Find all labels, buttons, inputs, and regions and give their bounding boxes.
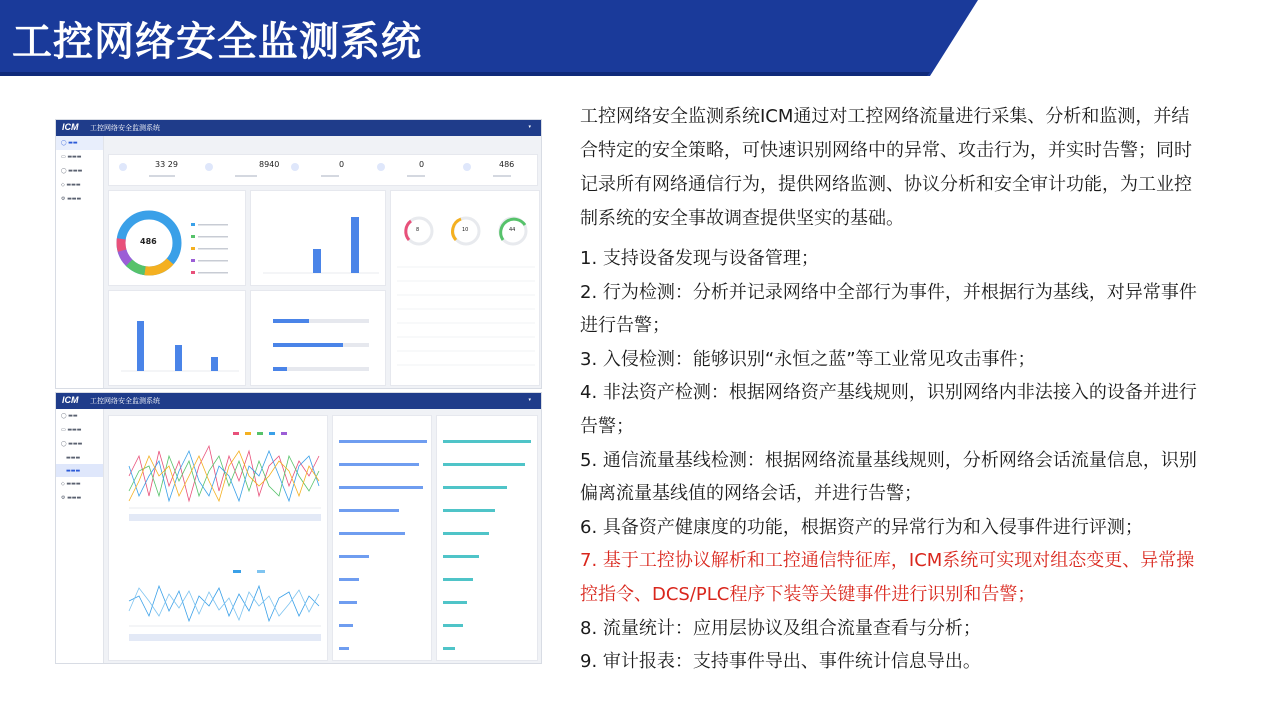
sidebar-sub-item-1: ▬▬▬: [66, 455, 81, 461]
app-name: 工控网络安全监测系统: [90, 124, 160, 132]
sidebar-item-overview-2: ◯ ▬▬: [61, 413, 78, 419]
app-sidebar-2: [56, 409, 104, 663]
feature-item-3: 3. 入侵检测：能够识别“永恒之蓝”等工业常见攻击事件；: [580, 348, 1036, 370]
feature-item-5: 5. 通信流量基线检测：根据网络流量基线规则，分析网络会话流量信息，识别偏离流量基线值的网络会话，并进行告警；: [580, 449, 1197, 505]
gauge-value-3: 44: [509, 227, 516, 233]
description-column: [580, 100, 1205, 679]
page-title: 工控网络安全监测系统: [12, 19, 422, 65]
stats-row: [108, 154, 538, 186]
user-menu-2: ▾: [528, 397, 531, 403]
feature-item-9: 9. 审计报表：支持事件导出、事件统计信息导出。: [580, 651, 981, 673]
traffic-line-charts: [109, 416, 329, 662]
feature-item-4: 4. 非法资产检测：根据网络资产基线规则，识别网络内非法接入的设备并进行告警；: [580, 382, 1197, 437]
feature-item-1: 1. 支持设备发现与设备管理；: [580, 248, 819, 269]
app-header-bar-2: [56, 393, 541, 409]
feature-item-6: 6. 具备资产健康度的功能，根据资产的异常行为和入侵事件进行评测；: [580, 516, 1143, 538]
gauge-value-1: 8: [416, 227, 420, 233]
donut-chart: [109, 191, 247, 287]
top10-card-2: [436, 415, 538, 661]
app-logo-2: ICM: [62, 395, 79, 405]
feature-item-7: 7. 基于工控协议解析和工控通信特征库，ICM系统可实现对组态变更、异常操控指令、DCS/PLC程序下装等关键事件进行识别和告警；: [580, 550, 1195, 605]
traffic-card: [250, 290, 386, 386]
sidebar-item-overview: ◯ ▬▬: [56, 136, 103, 150]
traffic-screenshot: [55, 392, 542, 664]
stat-devices: 33 29: [155, 160, 178, 169]
feature-item-2: 2. 行为检测：分析并记录网络中全部行为事件，并根据行为基线，对异常事件进行告警；: [580, 281, 1197, 337]
app-sidebar: [56, 136, 104, 388]
sidebar-item-assets-2: ▭ ▬▬▬: [61, 427, 82, 433]
behavior-bar-card: [250, 190, 386, 286]
user-menu: ▾: [528, 124, 531, 130]
stat-events: 8940: [259, 160, 280, 169]
sidebar-item-security-2: ◇ ▬▬▬: [61, 481, 81, 487]
sidebar-item-settings-2: ⚙ ▬▬▬: [61, 495, 82, 501]
top10-card-1: [332, 415, 432, 661]
top10-bars-2: [437, 416, 539, 662]
traffic-bars: [251, 291, 387, 387]
sidebar-item-assets: ▭ ▬▬▬: [61, 154, 82, 160]
sidebar-item-network: ◯ ▬▬▬: [61, 168, 83, 174]
stat-illegal: 0: [419, 160, 425, 169]
behavior-bar-chart: [251, 191, 387, 287]
app-name-2: 工控网络安全监测系统: [90, 397, 160, 405]
intro-paragraph: 工控网络安全监测系统ICM通过对工控网络流量进行采集、分析和监测，并结合特定的安全策略，可快速识别网络中的异常、攻击行为，并实时告警；同时记录所有网络通信行为，提供网络监测、协议分析和安全审计功能，为工业控制系统的安全事故调查提供坚实的基础。: [580, 106, 1192, 229]
dashboard-screenshot: [55, 119, 542, 389]
feature-list: [580, 242, 1205, 679]
stat-intrusion: 486: [499, 160, 515, 169]
intrusion-donut-card: [108, 190, 246, 286]
sidebar-item-security: ◇ ▬▬▬: [61, 182, 81, 188]
donut-center-value: 486: [140, 237, 157, 246]
sidebar-item-network-2: ◯ ▬▬▬: [61, 441, 83, 447]
title-banner: [0, 0, 980, 78]
sidebar-sub-item-2: ▬▬▬: [56, 464, 103, 477]
feature-item-8: 8. 流量统计：应用层协议及组合流量查看与分析；: [580, 617, 981, 639]
app-logo: ICM: [62, 122, 79, 132]
stat-alarms: 0: [339, 160, 345, 169]
gauge-value-2: 10: [462, 227, 469, 233]
sidebar-item-settings: ⚙ ▬▬▬: [61, 196, 82, 202]
line-charts-card: [108, 415, 328, 661]
asset-bar-chart: [109, 291, 247, 387]
asset-stats-card: [108, 290, 246, 386]
app-header-bar: [56, 120, 541, 136]
asset-health-gauges: [391, 191, 541, 387]
asset-health-card: [390, 190, 540, 386]
top10-bars-1: [333, 416, 433, 662]
